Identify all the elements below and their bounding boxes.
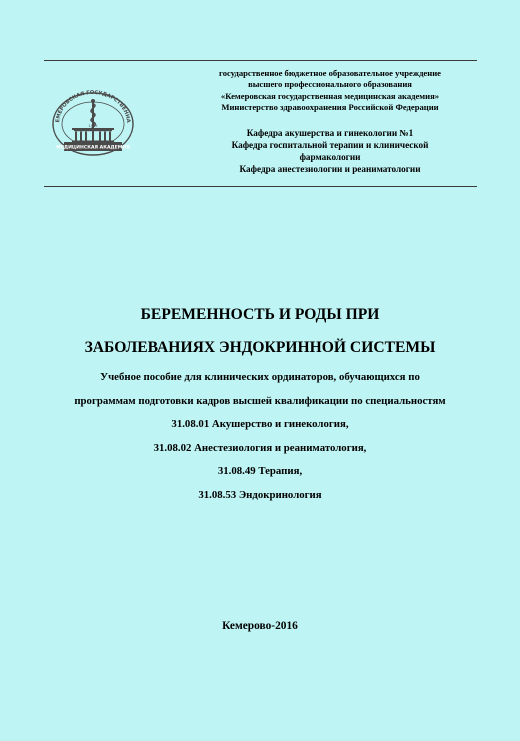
academy-emblem-icon	[50, 84, 136, 156]
title-line: БЕРЕМЕННОСТЬ И РОДЫ ПРИ	[140, 306, 380, 323]
department-line: Кафедра анестезиологии и реаниматологии	[239, 164, 421, 174]
department-line: Кафедра акушерства и гинекологии №1	[246, 128, 414, 138]
svg-text:КЕМЕРОВСКАЯ ГОСУДАРСТВЕННАЯ: ЕМЕРОВСКАЯ ГОСУДАРСТВЕННА	[55, 89, 132, 124]
header-rule	[44, 186, 477, 187]
title-line: ЗАБОЛЕВАНИЯХ ЭНДОКРИННОЙ СИСТЕМЫ	[84, 339, 436, 356]
institution-header	[180, 68, 480, 114]
svg-text:1955: 1955	[88, 123, 98, 128]
document-title	[20, 298, 500, 364]
top-rule	[44, 60, 477, 61]
institution-line: высшего профессионального образования	[248, 79, 412, 90]
subtitle-line: Учебное пособие для клинических ординаторов, обучающихся по	[100, 371, 420, 383]
department-line: Кафедра госпитальной терапии и клинической	[231, 140, 429, 150]
institution-line: Министерство здравоохранения Российской Федерации	[221, 102, 439, 113]
specialty-line: 31.08.01 Акушерство и гинекология,	[171, 418, 349, 431]
departments-header	[180, 127, 480, 175]
specialty-line: 31.08.49 Терапия,	[217, 465, 303, 478]
specialty-line: 31.08.02 Анестезиология и реаниматология,	[153, 441, 367, 454]
city-year: Кемерово-2016	[222, 620, 298, 632]
document-subtitle	[10, 366, 510, 508]
subtitle-line: программам подготовки кадров высшей квалификации по специальностям	[74, 394, 446, 407]
institution-line: «Кемеровская государственная медицинская академия»	[220, 90, 440, 101]
institution-line: государственное бюджетное образовательное учреждение	[219, 68, 441, 78]
svg-text:МЕДИЦИНСКАЯ АКАДЕМИЯ: МЕДИЦИНСКАЯ АКАДЕМИЯ	[56, 145, 130, 151]
department-line: фармакологии	[299, 152, 361, 162]
specialty-line: 31.08.53 Эндокринология	[198, 488, 322, 501]
